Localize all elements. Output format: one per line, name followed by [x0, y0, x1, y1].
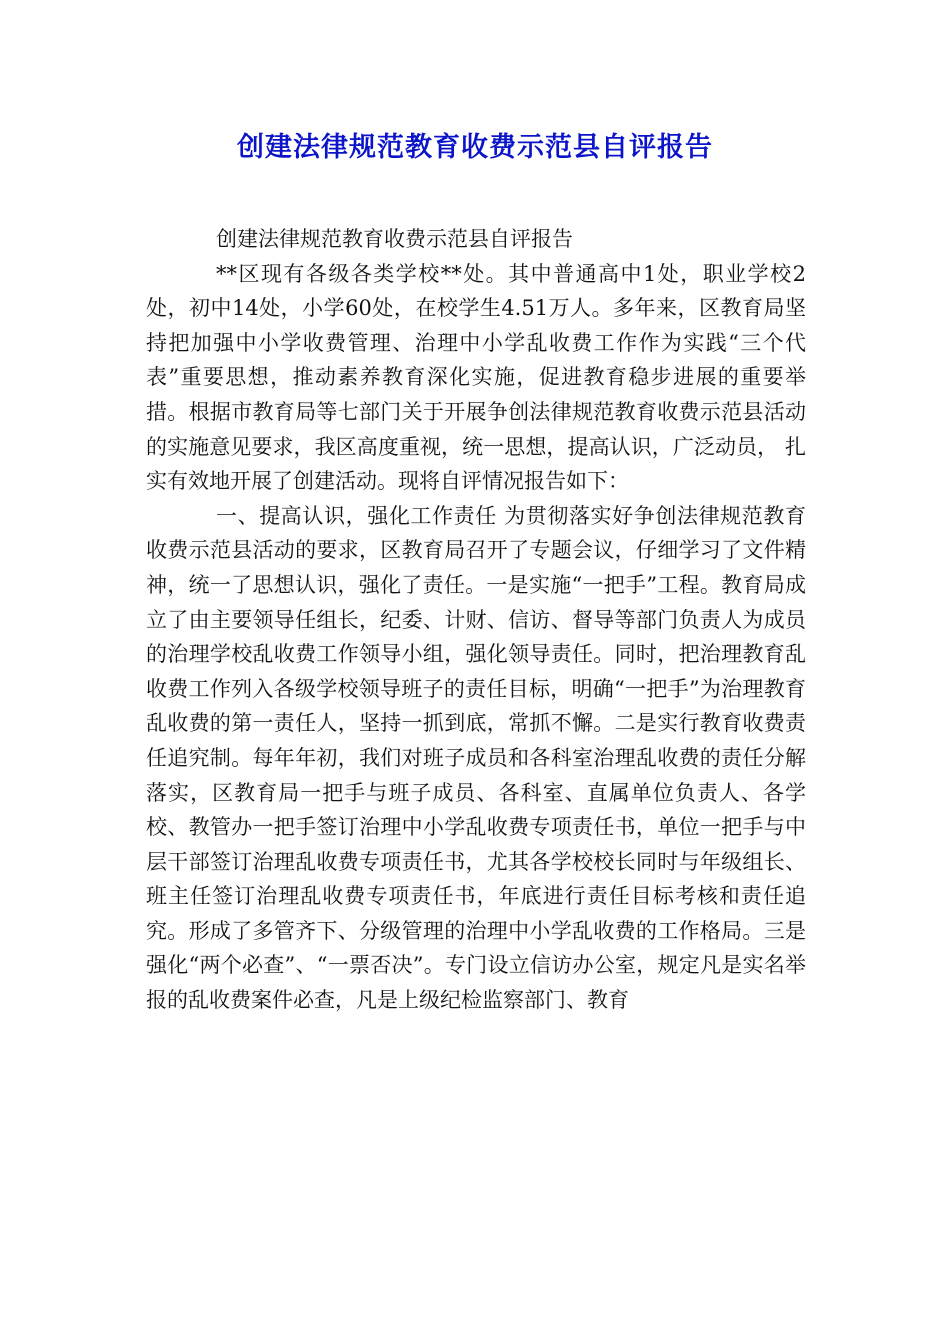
document-body [146, 222, 806, 1018]
paragraph-section-one: 一、提高认识，强化工作责任 为贯彻落实好争创法律规范教育收费示范县活动的要求，区教育局召开了专题会议，仔细学习了文件精神，统一了思想认识，强化了责任。一是实施“一把手”工程。教育局成立了由主要领导任组长，纪委、计财、信访、督导等部门负责人为成员的治理学校乱收费工作领导小组，强化领导责任。同时，把治理教育乱收费工作列入各级学校领导班子的责任目标，明确“一把手”为治理教育乱收费的第一责任人，坚持一抓到底，常抓不懈。二是实行教育收费责任追究制。每年年初，我们对班子成员和各科室治理乱收费的责任分解落实，区教育局一把手与班子成员、各科室、直属单位负责人、各学校、教管办一把手签订治理中小学乱收费专项责任书，单位一把手与中层干部签订治理乱收费专项责任书，尤其各学校校长同时与年级组长、班主任签订治理乱收费专项责任书，年底进行责任目标考核和责任追究。形成了多管齐下、分级管理的治理中小学乱收费的工作格局。三是强化“两个必查”、“一票否决”。专门设立信访办公室，规定凡是实名举报的乱收费案件必查，凡是上级纪检监察部门、教育 [146, 503, 806, 1013]
paragraph-subtitle: 创建法律规范教育收费示范县自评报告 [216, 227, 573, 251]
paragraph-intro: **区现有各级各类学校**处。其中普通高中1处，职业学校2处，初中14处，小学60处，在校学生4.51万人。多年来，区教育局坚持把加强中小学收费管理、治理中小学乱收费工作作为实践“三个代表”重要思想，推动素养教育深化实施，促进教育稳步进展的重要举措。根据市教育局等七部门关于开展争创法律规范教育收费示范县活动的实施意见要求，我区高度重视，统一思想，提高认识，广泛动员， 扎实有效地开展了创建活动。现将自评情况报告如下： [146, 261, 806, 494]
document-title: 创建法律规范教育收费示范县自评报告 [237, 132, 713, 163]
